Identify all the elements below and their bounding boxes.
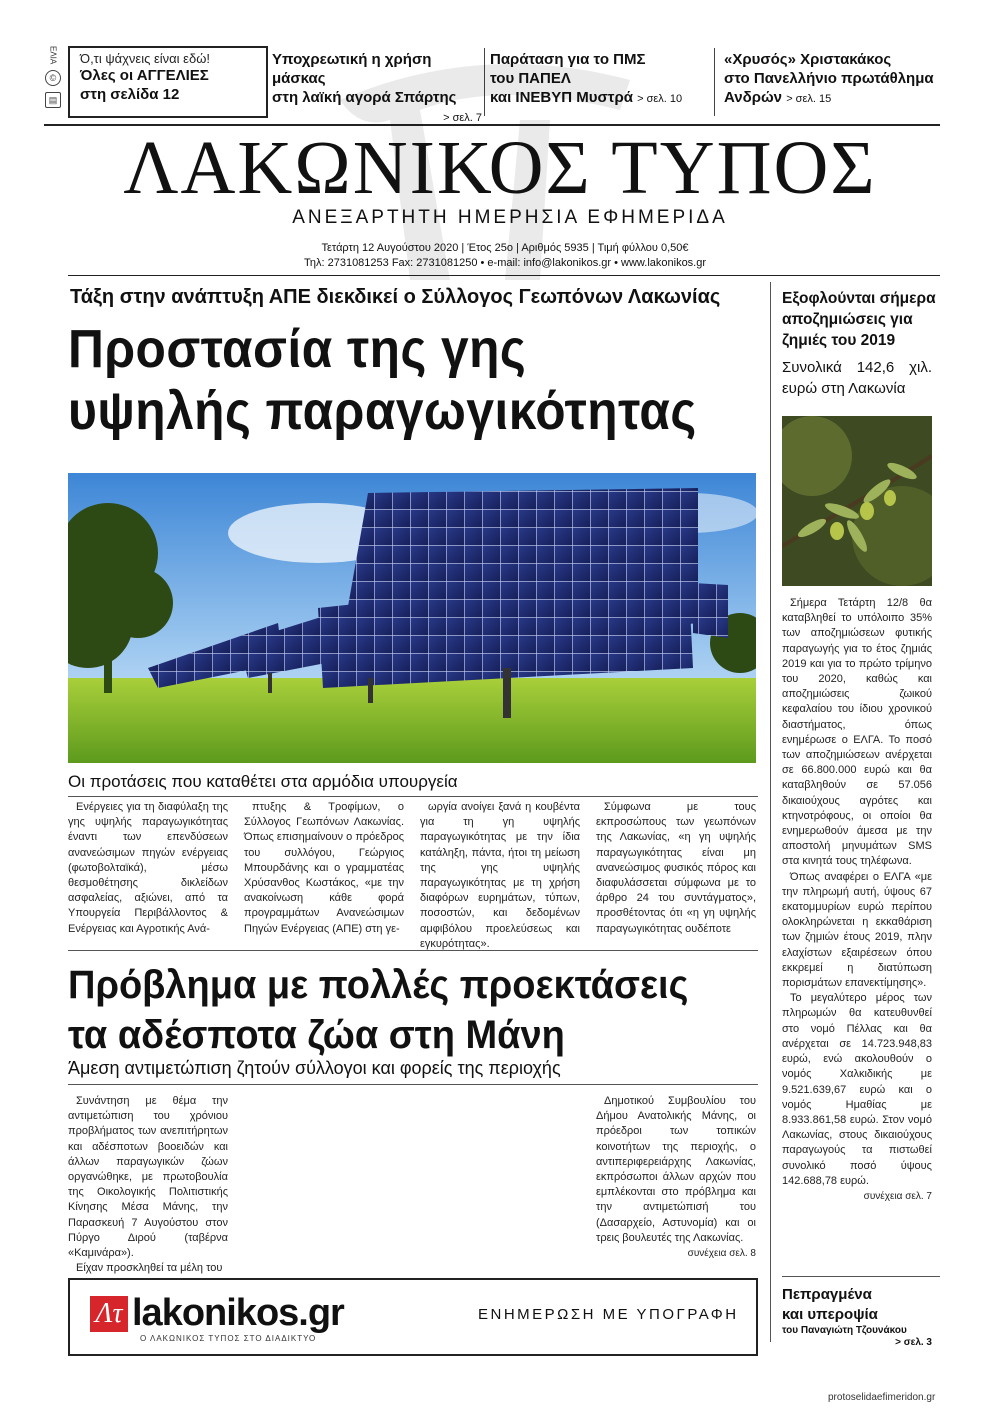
side-article-body [782, 596, 932, 1204]
opinion-author: του Παναγιώτη Τζουνάκου [782, 1325, 907, 1336]
teaser-divider [484, 48, 485, 116]
side-paragraph: Το μεγαλύτερο μέρος των πληρωμών θα κατευθυνθεί στο νομό Πέλλας και θα ανέρχεται σε 14.723.948,83 ευρώ, ενώ ακολουθούν ο νομός Χαλκιδικής με 9.521.639,67 ευρώ και ο νομός Ημαθίας με 8.933.861,58 ευρώ. Στον νομό Λακωνίας, στους δικαιούχους παραγωγούς τα πιστωθεί συνολικό ποσό ύψους 142.688,78 ευρώ. [782, 992, 932, 1187]
lead-col2-text: πτυξης & Τροφίμων, ο Σύλλογος Γεωπόνων Λακωνίας. Όπως επισημαίνουν ο πρόεδρος του συλλόγου, Γεώργιος Μπουρδάνης και ο γραμματέας Χρύσανθος Κωστάκος, «με την ανακοίνωση κάθε φορά προγραμμάτων Ανανεώσιμων Πηγών Ενέργειας (ΑΠΕ) στη γε- [244, 801, 404, 935]
teaser-line: στη λαϊκή αγορά Σπάρτης [272, 89, 457, 106]
lead-headline[interactable] [68, 318, 712, 442]
certification-icons [44, 46, 62, 130]
lead-column-2 [244, 800, 404, 937]
issue-line2: Τηλ: 2731081253 Fax: 2731081250 • e-mail: info@lakonikos.gr • www.lakonikos.gr [303, 257, 707, 269]
second-col1-text: Συνάντηση με θέμα την αντιμετώπιση του χρόνιου προβλήματος των ανεπιτήρητων και αδέσποτων βοοειδών και άλλων παραγωγικών ζώων οργανώθηκε, με πρωτοβουλία της Οικολογικής Πολιτιστικής Κίνησης Μέσα Μάνης, την Παρασκευή 7 Αυγούστου στον Πύργο Διρού (ταβέρνα «Καμινάρα»). [68, 1095, 228, 1260]
section-rule [68, 950, 758, 951]
lead-headline-line: υψηλής παραγωγικότητας [68, 381, 697, 441]
side-rule [782, 1276, 940, 1277]
lead-kicker: Τάξη στην ανάπτυξη ΑΠΕ διεκδικεί ο Σύλλογος Γεωπόνων Λακωνίας [70, 286, 721, 308]
elia-label: ΕΛΙΑ [48, 46, 58, 65]
teaser-divider [714, 48, 715, 116]
side-subheadline: Συνολικά 142,6 χιλ. ευρώ στη Λακωνία [782, 359, 932, 397]
teaser-ref: > σελ. 15 [786, 93, 832, 105]
lead-column-4 [596, 800, 756, 937]
side-paragraph: Σήμερα Τετάρτη 12/8 θα καταβληθεί το υπόλοιπο 35% των αποζημιώσεων φυτικής παραγωγής για το έτος ζημιάς 2019 και για το πρώτο τρίμηνο του 2020, καθώς και αποζημιώσεις ζωικού κεφαλαίου του ίδιου χρονικού διαστήματος, όπως ενημέρωσε ο ΕΛΓΑ. Το ποσό των αποζημιώσεων ανέρχεται σε 66.800.000 ευρώ και θα καταβληθούν σε 57.056 δικαιούχους αγρότες και κτηνοτρόφους, οι οποίοι θα ενημερωθούν άμεσα με την αποστολή μηνυμάτων SMS στα κινητά τους τηλέφωνα. [782, 597, 932, 868]
side-headline[interactable]: Εξοφλούνται σήμερα αποζημιώσεις για ζημιές του 2019 [782, 290, 936, 349]
column-divider [770, 282, 771, 1342]
teaser-line: και ΙΝΕΒΥΠ Μυστρά [490, 89, 633, 106]
second-headline-line: τα αδέσποτα ζώα στη Μάνη [68, 1013, 565, 1057]
teaser-line: «Χρυσός» Χριστακάκος [724, 51, 892, 68]
teaser-line: στο Πανελλήνιο πρωτάθλημα [724, 70, 934, 87]
opinion-title-line: Πεπραγμένα [782, 1286, 872, 1303]
logo-text: lakonikos.gr [132, 1292, 344, 1334]
second-headline[interactable] [68, 960, 733, 1060]
masthead-rule [68, 275, 940, 276]
lead-col4-text: Σύμφωνα με τους εκπροσώπους των γεωπόνων της Λακωνίας, «η γη υψηλής παραγωγικότητας είναι μη ανανεώσιμος φυσικός πόρος και διαφυλάσσεται σύμφωνα με το άρθρο 24 του συντάγματος», προσθέτοντας ότι «η γη υψηλής παραγωγικότητας ουδέποτε [596, 801, 756, 935]
classifieds-line3: στη σελίδα 12 [80, 86, 180, 103]
teaser-line: του ΠΑΠΕΛ [490, 70, 571, 87]
classifieds-line1: Ό,τι ψάχνεις είναι εδώ! [80, 51, 210, 66]
masthead-subtitle: ΑΝΕΞΑΡΤΗΤΗ ΗΜΕΡΗΣΙΑ ΕΦΗΜΕΡΙΔΑ [292, 207, 728, 228]
second-col4-text: Δημοτικού Συμβουλίου του Δήμου Ανατολικής Μάνης, οι πρόεδροι των τοπικών κοινοτήτων της περιοχής, ο αντιπεριφερειάρχης Λακωνίας, εκπρόσωποι άλλων αρχών που εμπλέκονται στο πρόβλημα και την αντιμετώπισή του (Δασαρχείο, Αστυνομία) και οι τρεις βουλευτές της Λακωνίας. [596, 1095, 756, 1244]
teaser-ref: > σελ. 10 [637, 93, 683, 105]
olive-branch-photo [782, 416, 932, 586]
side-continued[interactable]: συνέχεια σελ. 7 [863, 1190, 932, 1202]
classifieds-box[interactable] [68, 46, 268, 118]
masthead-title: ΛΑΚΩΝΙΚΟΣ ΤΥΠΟΣ [123, 126, 877, 210]
seal-icon: ▤ [45, 92, 61, 108]
second-col1b-text: Είχαν προσκληθεί τα μέλη του [76, 1262, 223, 1275]
lead-column-1 [68, 800, 228, 937]
caption-rule [68, 796, 758, 797]
solar-panels-photo [68, 473, 756, 763]
side-paragraph: Όπως αναφέρει ο ΕΛΓΑ «με την πληρωμή αυτή, ύψους 67 εκατομμυρίων ευρώ περίπου ολοκληρώνεται η εκκαθάριση των ζημιών έτους 2019, πλην ελαχίστων εξαιρέσεων όπου εκκρεμεί η διατύπωση πορισμάτων επανεκτίμησης». [782, 870, 932, 990]
opinion-teaser[interactable] [782, 1285, 942, 1349]
teaser-line: Υποχρεωτική η χρήση μάσκας [272, 51, 432, 87]
lead-col3-text: ωργία ανοίγει ξανά η κουβέντα για τη γη υψηλής παραγωγικότητας με την ίδια κατάληξη, πάντα, ήτοι τη μείωση της γης υψηλής παραγωγικότητας με τη χρήση διαφόρων ευρημάτων, τύπων, ποσοστών, και δεδομένων αμφιβόλου προελεύσεως και εγκυρότητας». [420, 801, 580, 950]
copyright-icon: © [45, 70, 61, 86]
issue-info [280, 241, 730, 271]
teaser-mask[interactable] [272, 50, 482, 128]
second-subheadline: Άμεση αντιμετώπιση ζητούν σύλλογοι και φορείς της περιοχής [68, 1058, 561, 1078]
logo-mark-icon: Λτ [90, 1296, 128, 1332]
source-site: protoselidaefimeridon.gr [828, 1392, 936, 1403]
lakonikos-logo [90, 1292, 344, 1335]
lead-column-3 [420, 800, 580, 952]
lead-headline-line: Προστασία της γης [68, 319, 527, 379]
classifieds-line2: Όλες οι ΑΓΓΕΛΙΕΣ [80, 67, 209, 84]
second-column-4 [596, 1094, 756, 1261]
teaser-christakakos[interactable] [724, 50, 944, 109]
teaser-line: Παράταση για το ΠΜΣ [490, 51, 646, 68]
teaser-pms[interactable] [490, 50, 710, 109]
opinion-ref: > σελ. 3 [895, 1337, 932, 1348]
second-headline-line: Πρόβλημα με πολλές προεκτάσεις [68, 963, 689, 1007]
issue-line1: Τετάρτη 12 Αυγούστου 2020 | Έτος 25ο | Αριθμός 5935 | Τιμή φύλλου 0,50€ [321, 242, 689, 254]
lead-col1-text: Ενέργειες για τη διαφύλαξη της γης υψηλής παραγωγικότητας έναντι των επενδύσεων ανανεώσιμων πηγών ενέργειας (φωτοβολταϊκά), μέσω θεσμοθέτησης δικλείδων ασφαλείας, αξιώνει, από τα Υπουργεία Περιβάλλοντος & Ενέργειας και Αγροτικής Ανά- [68, 801, 228, 935]
website-banner[interactable] [68, 1278, 758, 1356]
second-rule [68, 1084, 758, 1085]
second-column-1 [68, 1094, 228, 1276]
teaser-ref: > σελ. 7 [443, 112, 482, 124]
lead-caption: Οι προτάσεις που καταθέτει στα αρμόδια υπουργεία [68, 772, 458, 791]
banner-slogan: ΕΝΗΜΕΡΩΣΗ ΜΕ ΥΠΟΓΡΑΦΗ [478, 1306, 739, 1323]
teaser-line: Ανδρών [724, 89, 783, 106]
second-continued[interactable]: συνέχεια σελ. 8 [687, 1248, 756, 1260]
banner-tagline: Ο ΛΑΚΩΝΙΚΟΣ ΤΥΠΟΣ ΣΤΟ ΔΙΑΔΙΚΤΥΟ [140, 1334, 317, 1343]
opinion-title-line: και υπεροψία [782, 1306, 878, 1323]
